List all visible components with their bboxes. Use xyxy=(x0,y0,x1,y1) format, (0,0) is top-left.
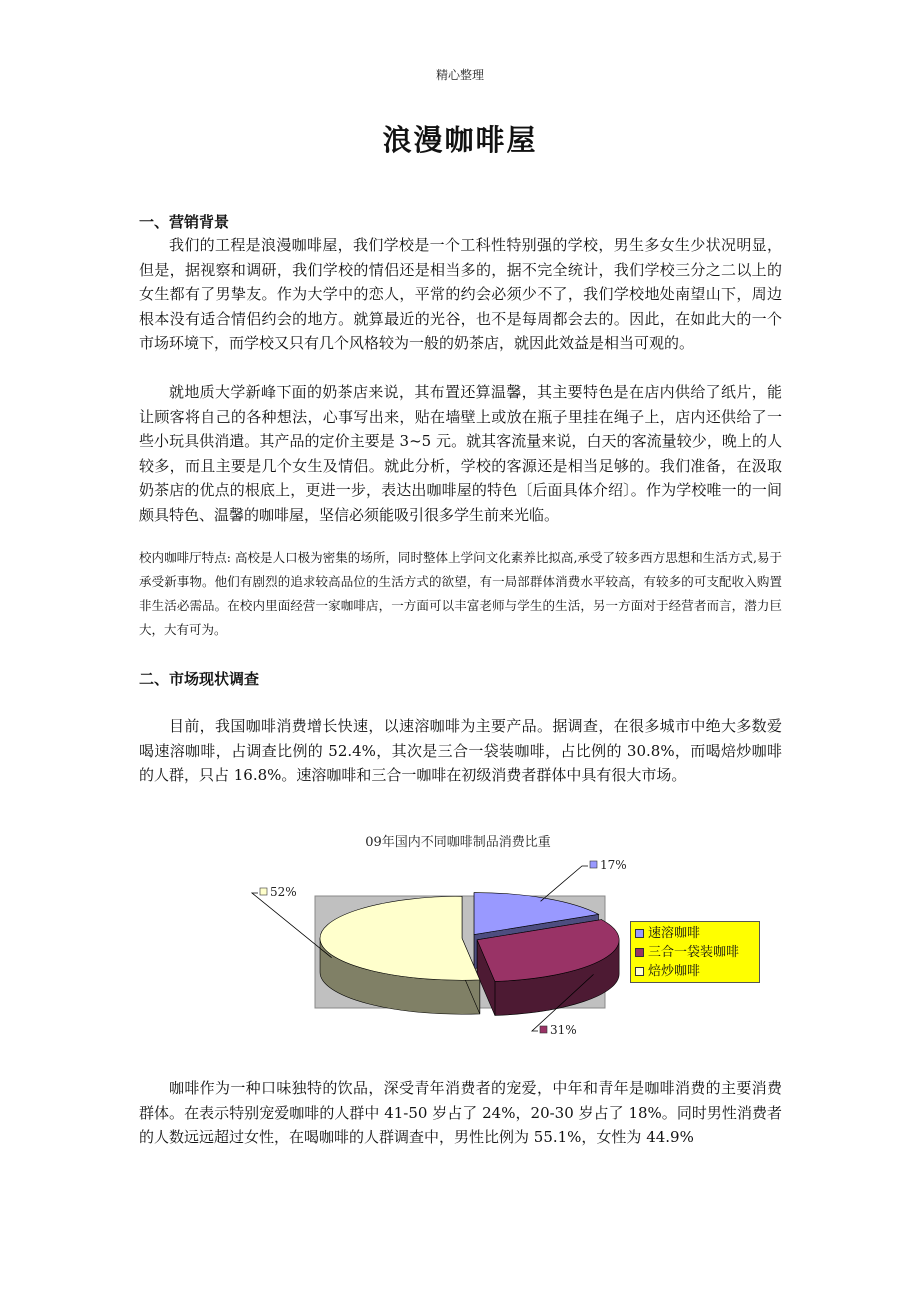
legend-swatch xyxy=(635,948,644,957)
paragraph-market-2: 咖啡作为一种口味独特的饮品，深受青年消费者的宠爱，中年和青年是咖啡消费的主要消费群体。在表示特别宠爱咖啡的人群中 41-50 岁占了 24%，20-30 岁占了 18%。同时男性消费者的人数远远超过女性，在喝咖啡的人群调查中，男性比例为 55.1%，女性为 44.9% xyxy=(139,1079,782,1146)
data-label-swatch xyxy=(260,888,267,895)
section-heading-marketing-background: 一、营销背景 xyxy=(139,213,230,231)
legend-item xyxy=(635,943,755,962)
legend-item xyxy=(635,962,755,981)
legend-swatch xyxy=(635,929,644,938)
legend-label: 速溶咖啡 xyxy=(648,926,701,941)
paragraph-background-2: 就地质大学新峰下面的奶茶店来说，其布置还算温馨，其主要特色是在店内供给了纸片，能让顾客将自己的各种想法，心事写出来，贴在墙壁上或放在瓶子里挂在绳子上，店内还供给了一些小玩具供消遣。其产品的定价主要是 3~5 元。就其客流量来说，白天的客流量较少，晚上的人较多，而且主要是几个女生及情侣。就此分析，学校的客源还是相当足够的。我们准备，在汲取奶茶店的优点的根底上，更进一步，表达出咖啡屋的特色〔后面具体介绍〕。作为学校唯一的一间颇具特色、温馨的咖啡屋，坚信必须能吸引很多学生前来光临。 xyxy=(139,383,782,524)
data-label: 31% xyxy=(550,1023,577,1037)
paragraph-market-1: 目前，我国咖啡消费增长快速，以速溶咖啡为主要产品。据调查，在很多城市中绝大多数爱喝速溶咖啡，占调查比例的 52.4%，其次是三合一袋装咖啡，占比例的 30.8%，而喝焙炒咖啡的人群，只占 16.8%。速溶咖啡和三合一咖啡在初级消费者群体中具有很大市场。 xyxy=(139,717,782,784)
legend-swatch xyxy=(635,967,644,976)
paragraph-campus-cafe-features: 校内咖啡厅特点: 高校是人口极为密集的场所，同时整体上学问文化素养比拟高,承受了较多西方思想和生活方式,易于承受新事物。他们有剧烈的追求较高品位的生活方式的欲望，有一局部群体消费水平较高，有较多的可支配收入购置非生活必需品。在校内里面经营一家咖啡店，一方面可以丰富老师与学生的生活，另一方面对于经营者而言，潜力巨大，大有可为。 xyxy=(139,550,782,637)
section-heading-market-survey: 二、市场现状调查 xyxy=(139,670,260,688)
data-label-swatch xyxy=(590,861,597,868)
chart-title: 09年国内不同咖啡制品消费比重 xyxy=(365,835,551,850)
legend-label: 焙炒咖啡 xyxy=(648,964,701,979)
data-label-swatch xyxy=(540,1026,547,1033)
chart-legend xyxy=(630,921,760,983)
pie-chart xyxy=(240,826,800,1056)
legend-item xyxy=(635,924,755,943)
page-header: 精心整理 xyxy=(435,68,484,82)
document-title: 浪漫咖啡屋 xyxy=(382,123,538,157)
paragraph-background-1: 我们的工程是浪漫咖啡屋，我们学校是一个工科性特别强的学校，男生多女生少状况明显，但是，据视察和调研，我们学校的情侣还是相当多的，据不完全统计，我们学校三分之二以上的女生都有了男挚友。作为大学中的恋人，平常的约会必须少不了，我们学校地处南望山下，周边根本没有适合情侣约会的地方。就算最近的光谷，也不是每周都会去的。因此，在如此大的一个市场环境下，而学校又只有几个风格较为一般的奶茶店，就因此效益是相当可观的。 xyxy=(139,236,782,352)
data-label: 52% xyxy=(270,885,297,899)
data-label: 17% xyxy=(600,858,627,872)
legend-label: 三合一袋装咖啡 xyxy=(648,945,740,960)
